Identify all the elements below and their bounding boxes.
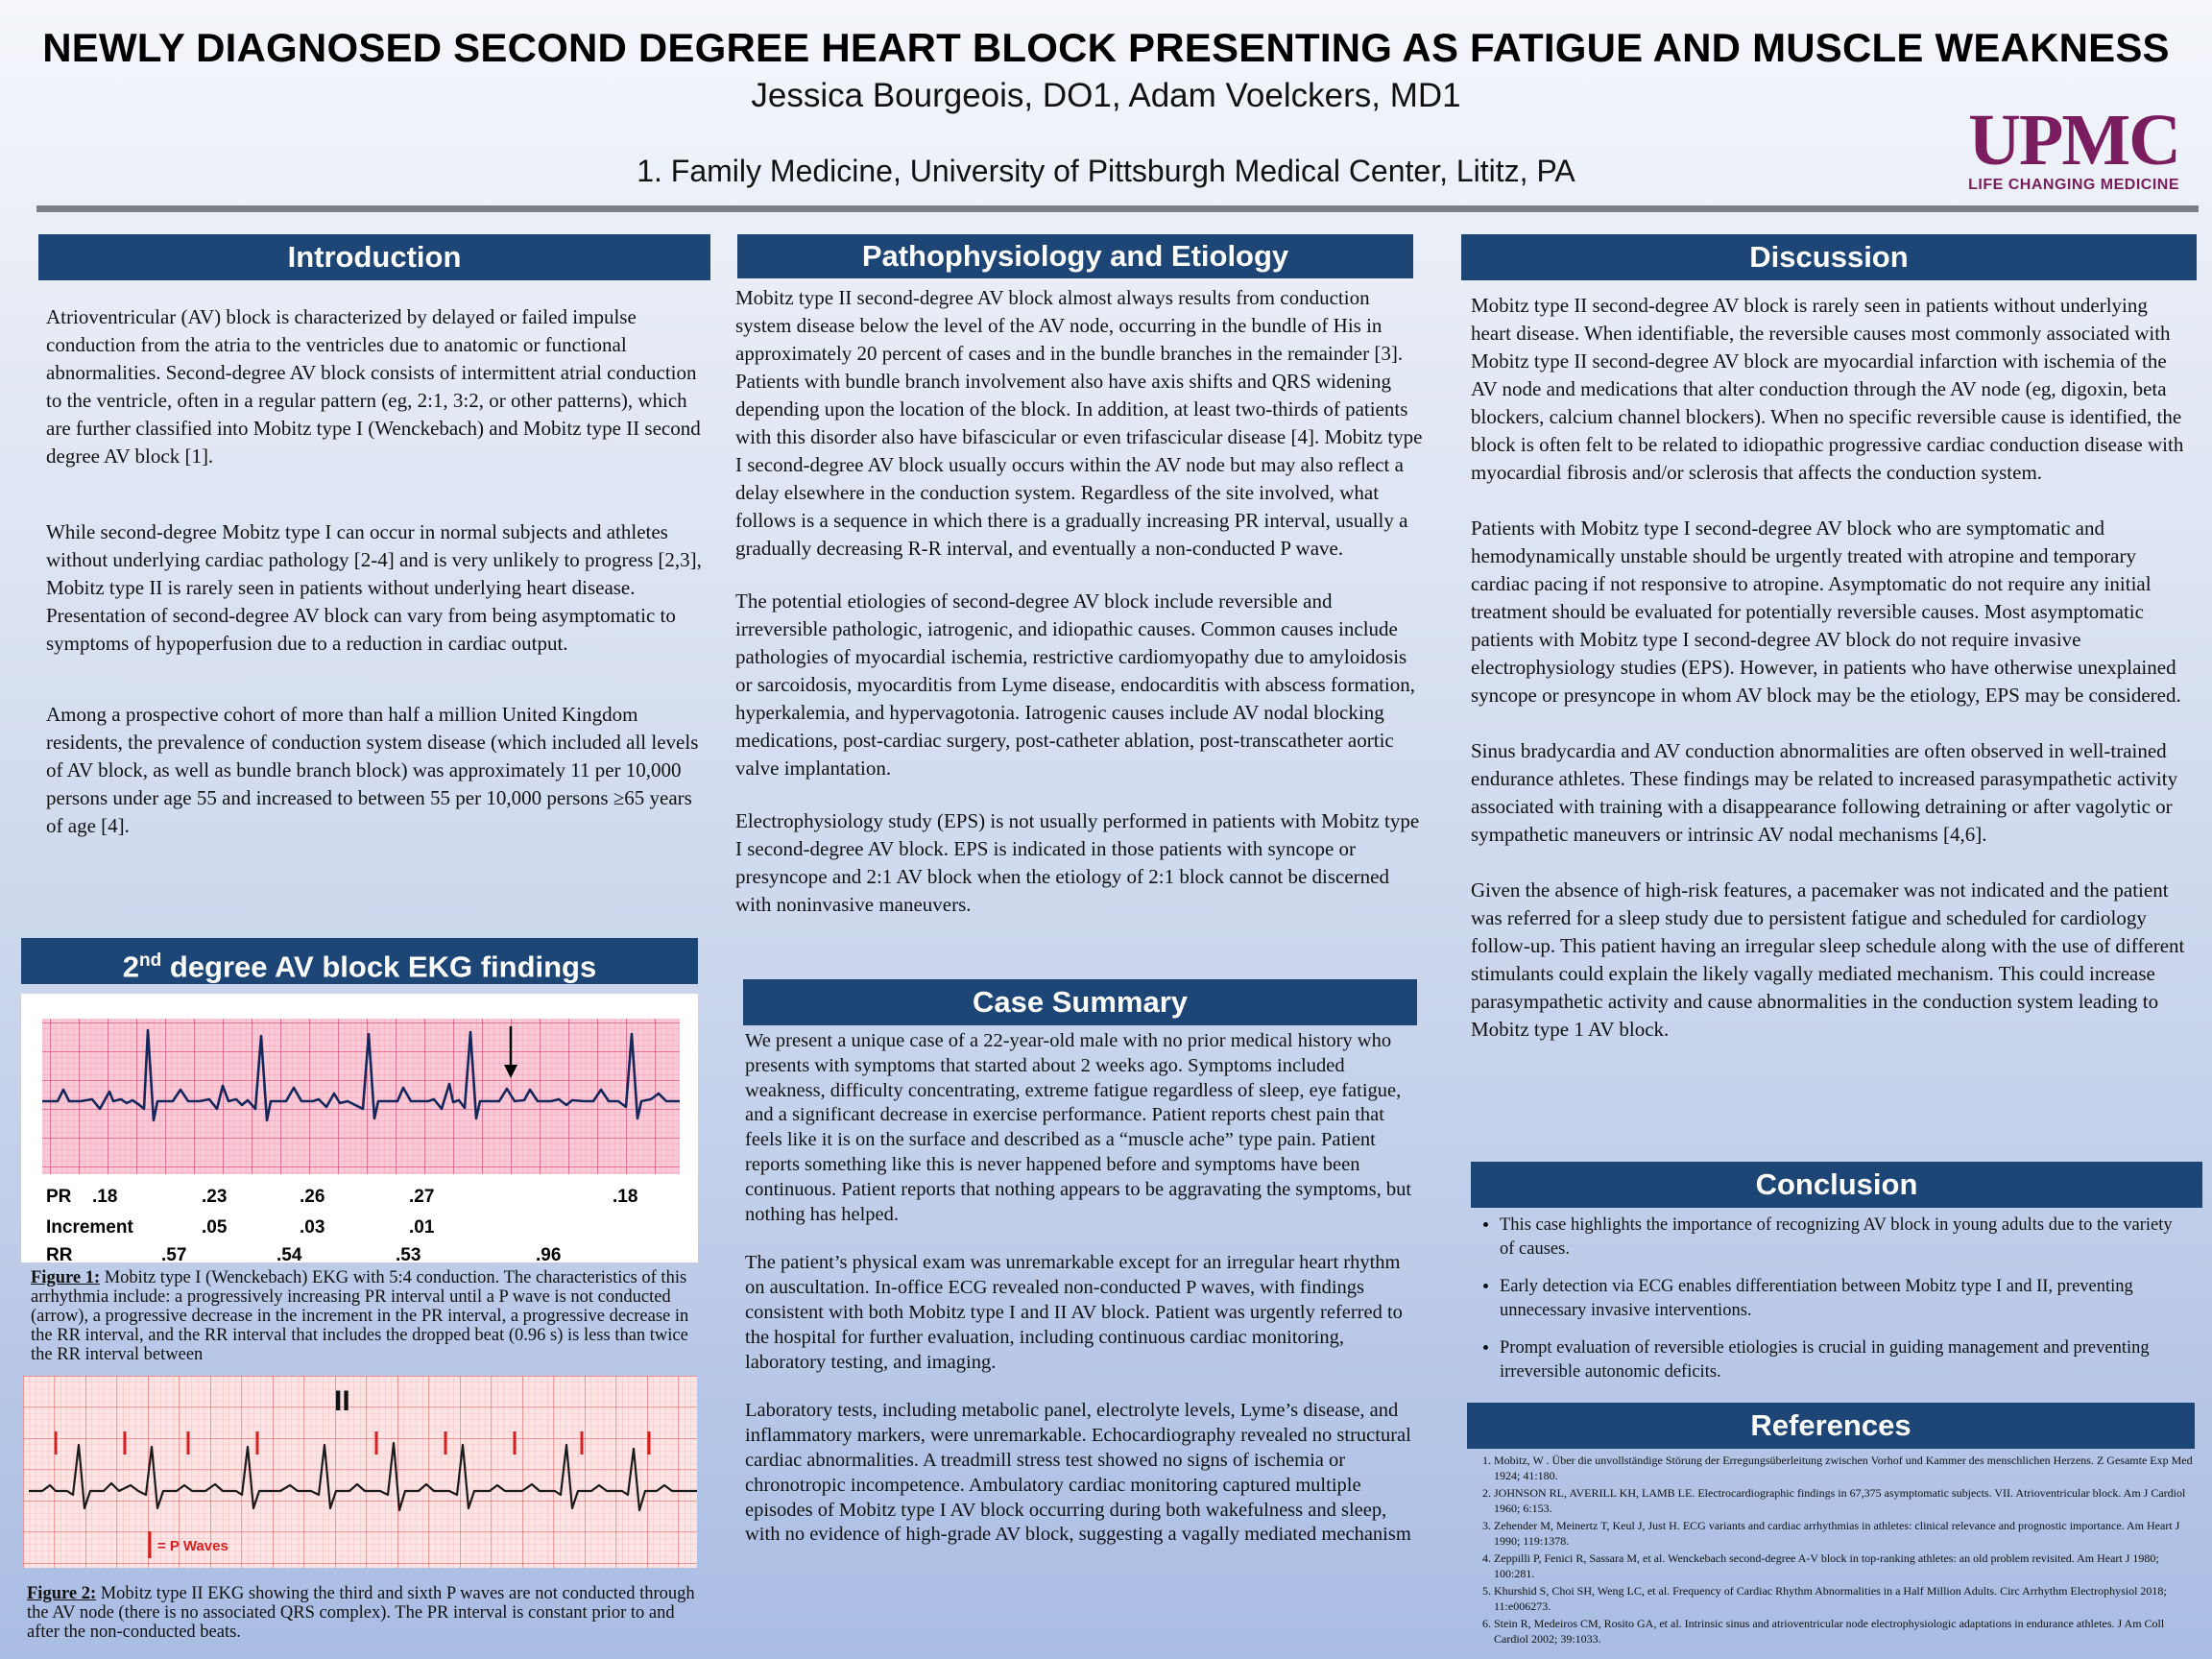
conclusion-bullet: • Prompt evaluation of reversible etiologies is crucial in guiding management and preventing irreversible autonomic deficits. bbox=[1500, 1336, 2191, 1384]
increment-value: .03 bbox=[300, 1217, 325, 1238]
pr-value: .18 bbox=[92, 1187, 118, 1207]
figure-1-label: Figure 1: bbox=[31, 1268, 101, 1287]
reference-item: 6. Stein R, Medeiros CM, Rosito GA, et al. Intrinsic sinus and atrioventricular node electrophysiologic adaptations in endurance athletes. J Am Coll Cardiol 2002; 39:1033. bbox=[1494, 1616, 2197, 1647]
affiliation-line: 1. Family Medicine, University of Pittsburgh Medical Center, Lititz, PA bbox=[637, 154, 1575, 188]
increment-value: .05 bbox=[202, 1217, 228, 1238]
pr-value: .18 bbox=[613, 1187, 638, 1207]
discussion-body bbox=[1471, 292, 2185, 1044]
pathophysiology-heading: Pathophysiology and Etiology bbox=[737, 234, 1413, 278]
logo-wordmark: UPMC bbox=[1968, 100, 2179, 180]
interval-table bbox=[46, 1187, 637, 1262]
row-label-pr: PR bbox=[46, 1187, 72, 1207]
conclusion-heading: Conclusion bbox=[1471, 1162, 2202, 1208]
conclusion-bullet: • Early detection via ECG enables differentiation between Mobitz type I and II, preventing unnecessary invasive interventions. bbox=[1500, 1275, 2191, 1323]
patho-paragraph-1: Mobitz type II second-degree AV block almost always results from conduction system disease below the level of the AV node, occurring in the bundle of His in approximately 20 percent of cases and in the bundle branches in the remainder [3]. Patients with bundle branch involvement also have axis shifts and QRS widening depending upon the location of the block. In addition, at least two-thirds of patients with this disorder also have bifascicular or even trifascicular disease [4]. Mobitz type I second-degree AV block usually occurs within the AV node but may also reflect a delay elsewhere in the conduction system. Regardless of the site involved, what follows is a sequence in which there is a gradually increasing PR interval, usually a gradually decreasing R-R interval, and eventually a non-conducted P wave. bbox=[735, 286, 1423, 560]
rr-value: .57 bbox=[161, 1245, 187, 1262]
discussion-paragraph-3: Sinus bradycardia and AV conduction abnormalities are often observed in well-trained endurance athletes. These findings may be related to increased parasympathetic activity associated with training with a disappearance following detraining or after vagolytic or sympathetic maneuvers or intrinsic AV nodal mechanisms [4,6]. bbox=[1471, 739, 2178, 846]
patho-paragraph-3: Electrophysiology study (EPS) is not usually performed in patients with Mobitz type I second-degree AV block. EPS is indicated in those patients with syncope or presyncope and 2:1 AV block when the etiology of 2:1 block cannot be discerned with noninvasive maneuvers. bbox=[735, 809, 1420, 916]
intro-paragraph-3: Among a prospective cohort of more than half a million United Kingdom residents, the prevalence of conduction system disease (which included all levels of AV block, as well as bundle branch block) was approximately 11 per 10,000 persons under age 55 and increased to between 55 per 10,000 persons ≥65 years of age [4]. bbox=[46, 703, 699, 837]
figure-2-caption: Figure 2: Mobitz type II EKG showing the third and sixth P waves are not conducted through the AV node (there is no associated QRS complex). The PR interval is constant prior to and after the non-conducted beats. bbox=[27, 1584, 695, 1642]
ekg-findings-heading: 2nd degree AV block EKG findings bbox=[21, 938, 698, 984]
case-paragraph-3: Laboratory tests, including metabolic panel, electrolyte levels, Lyme’s disease, and inflammatory markers, were unremarkable. Echocardiography revealed no structural cardiac abnormalities. A treadmill stress test showed no signs of ischemia or chronotropic incompetence. Ambulatory cardiac monitoring captured multiple episodes of Mobitz type I AV block occurring during both wakefulness and sleep, with no evidence of high-grade AV block, suggesting a vagally mediated mechanism bbox=[745, 1400, 1411, 1546]
figure-1-panel bbox=[21, 994, 698, 1262]
rr-value: .54 bbox=[276, 1245, 302, 1262]
row-label-increment: Increment bbox=[46, 1217, 133, 1238]
figure-2-ekg bbox=[23, 1376, 697, 1568]
header-divider bbox=[36, 205, 2199, 212]
row-label-rr: RR bbox=[46, 1245, 73, 1262]
reference-item: 1. Mobitz, W . Über die unvollständige Störung der Erregungsüberleitung zwischen Vorhof und Kammer des menschlichen Herzens. Z Gesamte Exp Med 1924; 41:180. bbox=[1494, 1453, 2197, 1483]
introduction-body bbox=[46, 303, 703, 840]
figure-2-panel bbox=[23, 1376, 697, 1568]
case-paragraph-2: The patient’s physical exam was unremarkable except for an irregular heart rhythm on auscultation. In-office ECG revealed non-conducted P waves, with findings consistent with both Mobitz type I and II AV block. Patient was urgently referred to the hospital for further evaluation, including continuous cardiac monitoring, laboratory testing, and imaging. bbox=[745, 1252, 1403, 1373]
pr-value: .26 bbox=[300, 1187, 325, 1207]
discussion-paragraph-2: Patients with Mobitz type I second-degree AV block who are symptomatic and hemodynamically unstable should be urgently treated with atropine and temporary cardiac pacing if not responsive to atropine. Asymptomatic do not require any initial treatment should be evaluated for potentially reversible causes. Most asymptomatic patients with Mobitz type I second-degree AV block do not require invasive electrophysiology studies (EPS). However, in patients who have otherwise unexplained syncope or presyncope in whom AV block may be the etiology, EPS may be considered. bbox=[1471, 517, 2181, 707]
pathophysiology-body bbox=[735, 284, 1423, 919]
reference-item: 5. Khurshid S, Choi SH, Weng LC, et al. Frequency of Cardiac Rhythm Abnormalities in a Half Million Adults. Circ Arrhythm Electrophysiol 2018; 11:e006273. bbox=[1494, 1583, 2197, 1614]
patho-paragraph-2: The potential etiologies of second-degree AV block include reversible and irreversible pathologic, iatrogenic, and idiopathic causes. Common causes include pathologies of myocardial ischemia, restrictive cardiomyopathy due to amyloidosis or sarcoidosis, myocarditis from Lyme disease, endocarditis with abscess formation, hyperkalemia, and hypervagotonia. Iatrogenic causes include AV nodal blocking medications, post-cardiac surgery, post-catheter ablation, post-transcatheter aortic valve implantation. bbox=[735, 589, 1416, 780]
discussion-paragraph-1: Mobitz type II second-degree AV block is rarely seen in patients without underlying heart disease. When identifiable, the reversible causes most commonly associated with Mobitz type II second-degree AV block are myocardial infarction with ischemia of the AV node and medications that alter conduction through the AV node (eg, digoxin, beta blockers, calcium channel blockers). When no specific reversible cause is identified, the block is often felt to be related to idiopathic progressive cardiac conduction disease with myocardial fibrosis and/or sclerosis that affects the conduction system. bbox=[1471, 294, 2184, 484]
case-paragraph-1: We present a unique case of a 22-year-old male with no prior medical history who presents with symptoms that started about 2 weeks ago. Symptoms included weakness, difficulty concentrating, extreme fatigue regardless of sleep, eye fatigue, and a significant decrease in exercise performance. Patient reports chest pain that feels like it is on the surface and described as a “muscle ache” type pain. Patient reports something like this is never happened before and symptoms have been continuous. Patient reports that nothing appears to be aggravating the symptoms, but nothing has helped. bbox=[745, 1030, 1412, 1225]
lead-label: II bbox=[334, 1385, 350, 1417]
intro-paragraph-1: Atrioventricular (AV) block is characterized by delayed or failed impulse conduction from the atria to the ventricles due to anatomic or functional abnormalities. Second-degree AV block consists of intermittent atrial conduction to the ventricle, often in a regular pattern (eg, 2:1, 3:2, or other patterns), which are further classified into Mobitz type I (Wenckebach) and Mobitz type II second degree AV block [1]. bbox=[46, 305, 701, 468]
discussion-heading: Discussion bbox=[1461, 234, 2197, 280]
case-summary-body bbox=[745, 1029, 1413, 1548]
reference-item: 4. Zeppilli P, Fenici R, Sassara M, et al. Wenckebach second-degree A-V block in top-ranking athletes: an old problem revisited. Am Heart J 1980; 100:281. bbox=[1494, 1551, 2197, 1581]
discussion-paragraph-4: Given the absence of high-risk features, a pacemaker was not indicated and the patient was referred for a sleep study due to persistent fatigue and scheduled for cardiology follow-up. This patient having an irregular sleep schedule along with the use of different stimulants could explain the likely vagally mediated mechanism. This could increase parasympathetic activity and cause abnormalities in the conduction system leading to Mobitz type 1 AV block. bbox=[1471, 878, 2185, 1041]
conclusion-list bbox=[1471, 1214, 2191, 1398]
reference-item: 3. Zehender M, Meinertz T, Keul J, Just H. ECG variants and cardiac arrhythmias in athletes: clinical relevance and prognostic importance. Am Heart J 1990; 119:1378. bbox=[1494, 1518, 2197, 1549]
intro-paragraph-2: While second-degree Mobitz type I can occur in normal subjects and athletes without underlying cardiac pathology [2-4] and is very unlikely to progress [2,3], Mobitz type II is rarely seen in patients without underlying heart disease. Presentation of second-degree AV block can vary from being asymptomatic to symptoms of hypoperfusion due to a reduction in cardiac output. bbox=[46, 520, 702, 655]
figure-1-ekg bbox=[21, 994, 698, 1262]
pr-value: .23 bbox=[202, 1187, 228, 1207]
reference-item: 2. JOHNSON RL, AVERILL KH, LAMB LE. Electrocardiographic findings in 67,375 asymptomatic subjects. VII. Atrioventricular block. Am J Cardiol 1960; 6:153. bbox=[1494, 1485, 2197, 1516]
pr-value: .27 bbox=[409, 1187, 435, 1207]
references-list bbox=[1467, 1453, 2197, 1648]
increment-value: .01 bbox=[409, 1217, 435, 1238]
author-line: Jessica Bourgeois, DO1, Adam Voelckers, MD1 bbox=[751, 77, 1461, 114]
rr-value: .53 bbox=[396, 1245, 421, 1262]
conclusion-bullet: • This case highlights the importance of recognizing AV block in young adults due to the variety of causes. bbox=[1500, 1214, 2191, 1262]
figure-2-label: Figure 2: bbox=[27, 1584, 97, 1603]
poster-title: NEWLY DIAGNOSED SECOND DEGREE HEART BLOCK PRESENTING AS FATIGUE AND MUSCLE WEAKNESS bbox=[42, 25, 2170, 70]
introduction-heading: Introduction bbox=[38, 234, 710, 280]
upmc-logo bbox=[1930, 100, 2179, 194]
rr-value: .96 bbox=[536, 1245, 562, 1262]
p-wave-legend: = P Waves bbox=[157, 1538, 228, 1554]
logo-tagline: LIFE CHANGING MEDICINE bbox=[1968, 177, 2179, 193]
references-heading: References bbox=[1467, 1403, 2195, 1449]
figure-1-caption: Figure 1: Mobitz type I (Wenckebach) EKG with 5:4 conduction. The characteristics of this arrhythmia include: a progressively increasing PR interval until a P wave is not conducted (arrow), a progressive decrease in the increment in the PR interval, a progressive decrease in the RR interval, and the RR interval that includes the dropped beat (0.96 s) is less than twice the RR interval between bbox=[31, 1268, 689, 1364]
case-summary-heading: Case Summary bbox=[743, 979, 1417, 1025]
